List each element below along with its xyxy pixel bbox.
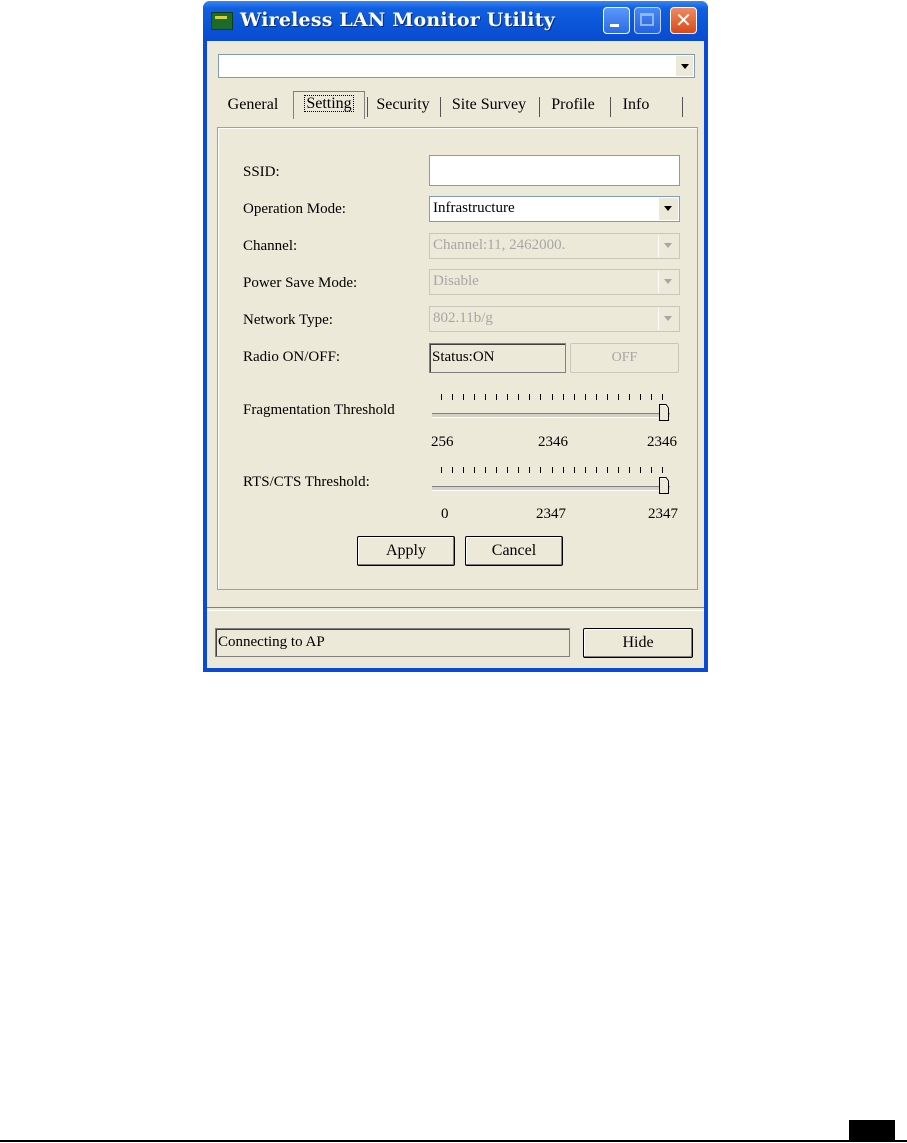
network-card-icon xyxy=(211,12,233,30)
frag-threshold-slider[interactable] xyxy=(429,388,683,428)
slider-tick xyxy=(441,467,442,473)
slider-tick xyxy=(662,394,663,400)
slider-tick xyxy=(640,467,641,473)
slider-tick xyxy=(585,467,586,473)
slider-tick xyxy=(629,467,630,473)
slider-tick xyxy=(518,467,519,473)
slider-tick xyxy=(563,394,564,400)
chevron-down-icon[interactable] xyxy=(675,56,693,76)
rts-max-value: 2347 xyxy=(648,506,678,522)
slider-tick xyxy=(474,467,475,473)
slider-thumb[interactable] xyxy=(659,404,669,421)
divider xyxy=(207,607,704,611)
slider-tick xyxy=(507,394,508,400)
rts-threshold-label: RTS/CTS Threshold: xyxy=(243,474,370,490)
network-type-value: 802.11b/g xyxy=(433,310,493,326)
slider-tick xyxy=(496,467,497,473)
tab-profile[interactable]: Profile xyxy=(551,96,595,113)
channel-value: Channel:11, 2462000. xyxy=(433,237,566,253)
slider-tick xyxy=(629,394,630,400)
power-save-label: Power Save Mode: xyxy=(243,275,358,291)
radio-status: Status:ON xyxy=(429,343,566,373)
slider-tick xyxy=(585,394,586,400)
connection-status: Connecting to AP xyxy=(215,628,570,657)
chevron-down-icon[interactable] xyxy=(658,198,678,220)
slider-tick xyxy=(529,394,530,400)
slider-tick xyxy=(452,394,453,400)
slider-tick xyxy=(540,394,541,400)
slider-tick xyxy=(474,394,475,400)
tab-setting[interactable] xyxy=(293,91,365,119)
app-window xyxy=(203,1,708,672)
slider-tick xyxy=(441,394,442,400)
operation-mode-value: Infrastructure xyxy=(433,200,515,216)
slider-ticks xyxy=(441,394,662,400)
channel-select xyxy=(429,233,680,259)
slider-tick xyxy=(596,467,597,473)
chevron-down-icon xyxy=(658,271,678,293)
rts-current-value: 2347 xyxy=(536,506,566,522)
tab-site-survey[interactable]: Site Survey xyxy=(451,96,527,113)
slider-tick xyxy=(607,394,608,400)
slider-tick xyxy=(540,467,541,473)
slider-tick xyxy=(552,467,553,473)
slider-tick xyxy=(574,467,575,473)
slider-tick xyxy=(574,394,575,400)
slider-tick xyxy=(485,467,486,473)
cancel-button[interactable]: Cancel xyxy=(465,536,563,566)
operation-mode-label: Operation Mode: xyxy=(243,201,346,217)
slider-track xyxy=(432,486,670,491)
radio-off-button: OFF xyxy=(570,343,679,373)
close-button[interactable] xyxy=(670,7,697,34)
page-footer-rule xyxy=(0,1140,907,1142)
slider-tick xyxy=(607,467,608,473)
frag-max-value: 2346 xyxy=(647,434,677,450)
slider-tick xyxy=(563,467,564,473)
slider-tick xyxy=(507,467,508,473)
network-type-select xyxy=(429,306,680,332)
minimize-button[interactable] xyxy=(603,7,630,34)
close-icon: ✕ xyxy=(675,8,692,32)
apply-button[interactable]: Apply xyxy=(357,536,455,566)
tab-general[interactable]: General xyxy=(227,96,279,113)
page-number-box xyxy=(849,1120,895,1142)
tab-security[interactable]: Security xyxy=(376,96,430,113)
tab-info[interactable]: Info xyxy=(622,96,650,113)
slider-ticks xyxy=(441,467,662,473)
maximize-button[interactable] xyxy=(634,7,661,34)
slider-tick xyxy=(662,467,663,473)
network-type-label: Network Type: xyxy=(243,312,333,328)
slider-tick xyxy=(618,394,619,400)
window-client xyxy=(207,41,704,668)
slider-tick xyxy=(463,467,464,473)
power-save-value: Disable xyxy=(433,273,479,289)
hide-button[interactable]: Hide xyxy=(583,628,693,658)
maximize-icon xyxy=(640,13,654,26)
frag-min-value: 256 xyxy=(431,434,454,450)
chevron-down-icon xyxy=(658,308,678,330)
slider-thumb[interactable] xyxy=(659,477,669,494)
ssid-label: SSID: xyxy=(243,164,280,180)
tab-setting-label: Setting xyxy=(306,95,352,112)
chevron-down-icon xyxy=(658,235,678,257)
slider-tick xyxy=(485,394,486,400)
adapter-select[interactable] xyxy=(218,54,695,78)
power-save-select xyxy=(429,269,680,295)
slider-track xyxy=(432,413,670,418)
frag-current-value: 2346 xyxy=(538,434,568,450)
radio-label: Radio ON/OFF: xyxy=(243,349,341,365)
slider-tick xyxy=(452,467,453,473)
channel-label: Channel: xyxy=(243,238,298,254)
slider-tick xyxy=(618,467,619,473)
ssid-input[interactable] xyxy=(429,155,680,186)
slider-tick xyxy=(651,467,652,473)
title-bar[interactable] xyxy=(203,1,708,41)
window-title: Wireless LAN Monitor Utility xyxy=(240,9,555,31)
slider-tick xyxy=(552,394,553,400)
setting-panel xyxy=(217,127,698,590)
slider-tick xyxy=(496,394,497,400)
rts-min-value: 0 xyxy=(441,506,449,522)
tab-divider xyxy=(682,97,683,117)
minimize-icon xyxy=(610,24,619,27)
slider-tick xyxy=(463,394,464,400)
rts-threshold-slider[interactable] xyxy=(429,461,683,501)
slider-tick xyxy=(651,394,652,400)
frag-threshold-label: Fragmentation Threshold xyxy=(243,402,395,418)
slider-tick xyxy=(529,467,530,473)
slider-tick xyxy=(596,394,597,400)
operation-mode-select[interactable] xyxy=(429,196,680,222)
slider-tick xyxy=(518,394,519,400)
slider-tick xyxy=(640,394,641,400)
